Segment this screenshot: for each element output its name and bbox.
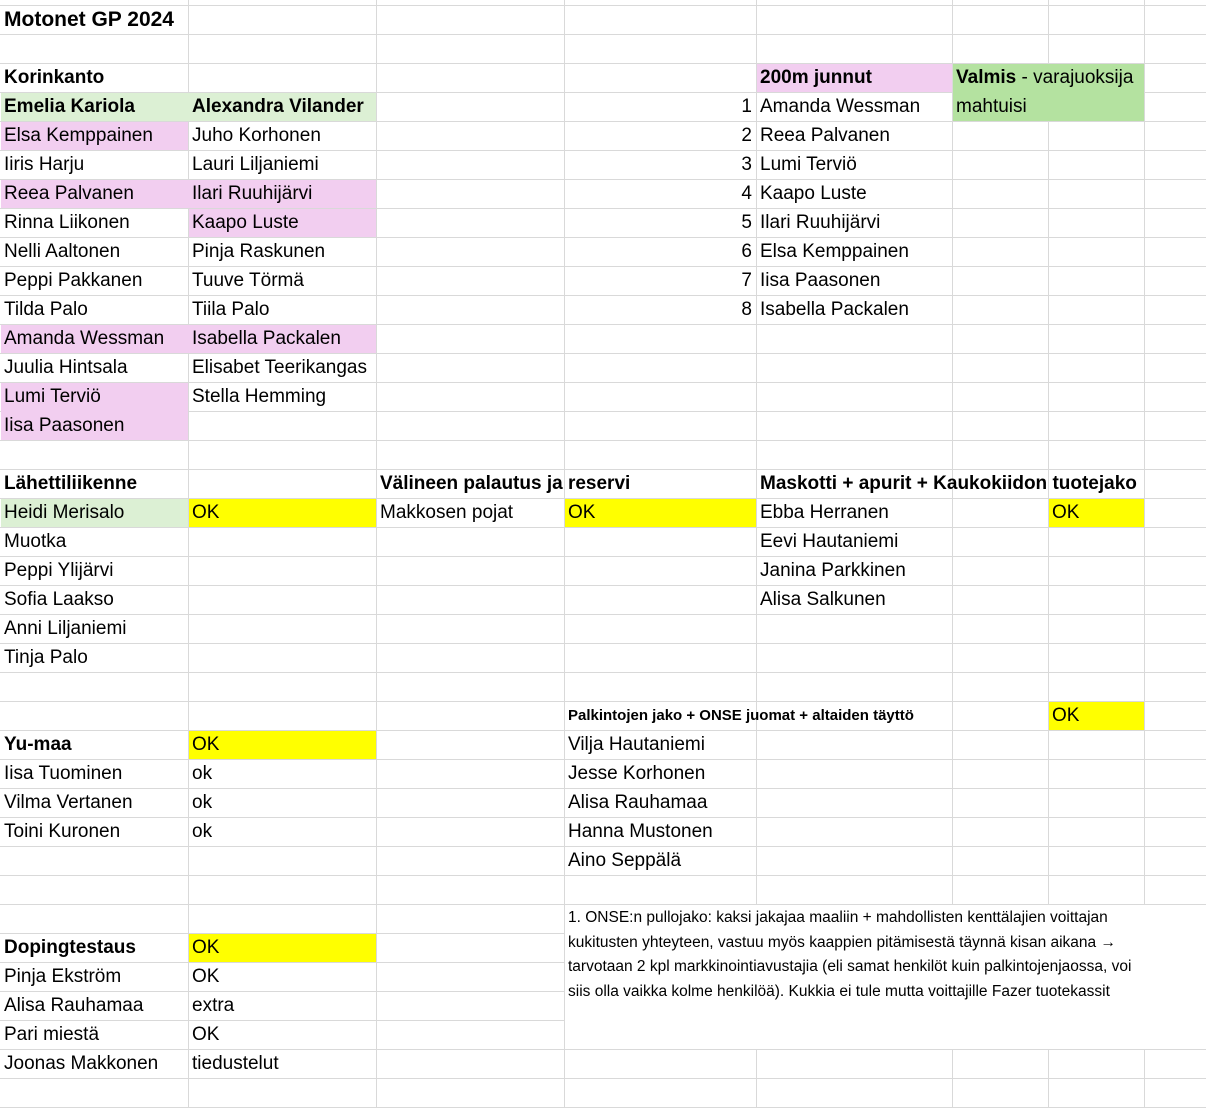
junnut-number[interactable]: 8: [741, 299, 752, 320]
maskotti-name[interactable]: Alisa Salkunen: [760, 589, 886, 610]
junnut-number[interactable]: 1: [741, 96, 752, 117]
korinkanto-col1-cell[interactable]: Elsa Kemppainen: [4, 125, 153, 146]
korinkanto-col2-cell[interactable]: Elisabet Teerikangas: [192, 357, 367, 378]
korinkanto-col2-cell[interactable]: Pinja Raskunen: [192, 241, 326, 262]
korinkanto-col2-cell[interactable]: Stella Hemming: [192, 386, 327, 407]
palkinto-status[interactable]: OK: [1052, 705, 1080, 726]
korinkanto-col2-cell[interactable]: Juho Korhonen: [192, 125, 321, 146]
junnut-name[interactable]: Amanda Wessman: [760, 96, 921, 117]
lahetti-member[interactable]: Muotka: [4, 531, 67, 552]
junnut-name[interactable]: Reea Palvanen: [760, 125, 890, 146]
korinkanto-col1-cell[interactable]: Peppi Pakkanen: [4, 270, 143, 291]
korinkanto-col2-cell[interactable]: Tiila Palo: [192, 299, 270, 320]
junnut-number[interactable]: 4: [741, 183, 752, 204]
doping-name[interactable]: Alisa Rauhamaa: [4, 995, 144, 1016]
junnut-status[interactable]: [952, 63, 1144, 92]
palkinto-name[interactable]: Hanna Mustonen: [568, 821, 713, 842]
maskotti-name[interactable]: Eevi Hautaniemi: [760, 531, 899, 552]
korinkanto-col2-head[interactable]: Alexandra Vilander: [192, 96, 364, 117]
junnut-name[interactable]: Ilari Ruuhijärvi: [760, 212, 881, 233]
maskotti-header[interactable]: Maskotti + apurit + Kaukokiidon tuotejako: [760, 473, 1137, 494]
junnut-number[interactable]: 6: [741, 241, 752, 262]
korinkanto-col1-cell[interactable]: Iisa Paasonen: [4, 415, 125, 436]
doping-name[interactable]: Joonas Makkonen: [4, 1053, 159, 1074]
junnut-name[interactable]: Isabella Packalen: [760, 299, 909, 320]
korinkanto-col1-cell[interactable]: Amanda Wessman: [4, 328, 165, 349]
lahetti-member[interactable]: Tinja Palo: [4, 647, 88, 668]
maskotti-name[interactable]: Janina Parkkinen: [760, 560, 906, 581]
yumaa-value[interactable]: ok: [192, 821, 213, 842]
junnut-status-bold: Valmis: [956, 67, 1017, 88]
junnut-header[interactable]: 200m junnut: [760, 67, 872, 88]
junnut-number[interactable]: 2: [741, 125, 752, 146]
yumaa-value[interactable]: ok: [192, 792, 213, 813]
yumaa-name[interactable]: Toini Kuronen: [4, 821, 121, 842]
row-gridline: [0, 440, 1206, 441]
korinkanto-col1-cell[interactable]: Juulia Hintsala: [4, 357, 128, 378]
korinkanto-col2-cell[interactable]: Kaapo Luste: [192, 212, 299, 233]
lahetti-member[interactable]: Peppi Ylijärvi: [4, 560, 114, 581]
lahetti-lead-status[interactable]: OK: [192, 502, 220, 523]
row-gridline: [0, 672, 1206, 673]
doping-header[interactable]: Dopingtestaus: [4, 937, 136, 958]
doping-value[interactable]: extra: [192, 995, 235, 1016]
yumaa-status[interactable]: OK: [192, 734, 220, 755]
korinkanto-header[interactable]: Korinkanto: [4, 67, 105, 88]
korinkanto-col1-cell[interactable]: Lumi Terviö: [4, 386, 101, 407]
lahetti-lead[interactable]: Heidi Merisalo: [4, 502, 125, 523]
korinkanto-col2-cell[interactable]: Ilari Ruuhijärvi: [192, 183, 313, 204]
korinkanto-col1-cell[interactable]: Reea Palvanen: [4, 183, 134, 204]
junnut-status-rest: - varajuoksija: [1016, 67, 1134, 88]
valineen-status[interactable]: OK: [568, 502, 596, 523]
junnut-status-line2[interactable]: mahtuisi: [956, 96, 1027, 117]
palkinto-name[interactable]: Vilja Hautaniemi: [568, 734, 705, 755]
korinkanto-col2-cell[interactable]: Tuuve Törmä: [192, 270, 304, 291]
korinkanto-col1-cell[interactable]: Rinna Liikonen: [4, 212, 130, 233]
palkinto-header[interactable]: Palkintojen jako + ONSE juomat + altaiden täyttö: [568, 707, 914, 724]
junnut-name[interactable]: Kaapo Luste: [760, 183, 867, 204]
onse-note[interactable]: 1. ONSE:n pullojako: kaksi jakajaa maaliin + mahdollisten kenttälajien voittajan kukitusten yhteyteen, vastuu myös kaappien pitämisestä täynnä kisan aikana → tarvotaan 2 kpl markkinointiavustajia (eli samat henkilöt kuin palkintojenjaossa, voi siis olla vaikka kolme henkilöä). Kukkia ei tule mutta voittajille Fazer tuotekassit: [568, 909, 1132, 1000]
korinkanto-col2-cell[interactable]: Isabella Packalen: [192, 328, 341, 349]
korinkanto-col1-head[interactable]: Emelia Kariola: [4, 96, 135, 117]
doping-status[interactable]: OK: [192, 937, 220, 958]
yumaa-name[interactable]: Iisa Tuominen: [4, 763, 123, 784]
junnut-name[interactable]: Elsa Kemppainen: [760, 241, 909, 262]
junnut-number[interactable]: 7: [741, 270, 752, 291]
valineen-header[interactable]: Välineen palautus ja reservi: [380, 473, 631, 494]
yumaa-name[interactable]: Vilma Vertanen: [4, 792, 133, 813]
column-gridline: [376, 0, 377, 1108]
korinkanto-col2-cell[interactable]: Lauri Liljaniemi: [192, 154, 319, 175]
maskotti-name[interactable]: Ebba Herranen: [760, 502, 889, 523]
palkinto-name[interactable]: Aino Seppälä: [568, 850, 682, 871]
maskotti-status[interactable]: OK: [1052, 502, 1080, 523]
valineen-name[interactable]: Makkosen pojat: [380, 502, 514, 523]
doping-value[interactable]: OK: [192, 1024, 220, 1045]
yumaa-value[interactable]: ok: [192, 763, 213, 784]
doping-name[interactable]: Pari miestä: [4, 1024, 100, 1045]
junnut-number[interactable]: 3: [741, 154, 752, 175]
doping-value[interactable]: OK: [192, 966, 220, 987]
row-gridline: [0, 1078, 1206, 1079]
korinkanto-col1-cell[interactable]: Nelli Aaltonen: [4, 241, 121, 262]
junnut-number[interactable]: 5: [741, 212, 752, 233]
sheet-title[interactable]: Motonet GP 2024: [4, 8, 174, 31]
korinkanto-col1-cell[interactable]: Iiris Harju: [4, 154, 85, 175]
lahetti-header[interactable]: Lähettiliikenne: [4, 473, 138, 494]
junnut-name[interactable]: Lumi Terviö: [760, 154, 857, 175]
palkinto-name[interactable]: Jesse Korhonen: [568, 763, 706, 784]
lahetti-member[interactable]: Sofia Laakso: [4, 589, 114, 610]
junnut-name[interactable]: Iisa Paasonen: [760, 270, 881, 291]
row-gridline: [0, 34, 1206, 35]
doping-name[interactable]: Pinja Ekström: [4, 966, 122, 987]
yumaa-header[interactable]: Yu-maa: [4, 734, 72, 755]
lahetti-member[interactable]: Anni Liljaniemi: [4, 618, 127, 639]
korinkanto-col1-cell[interactable]: Tilda Palo: [4, 299, 88, 320]
palkinto-name[interactable]: Alisa Rauhamaa: [568, 792, 708, 813]
doping-value[interactable]: tiedustelut: [192, 1053, 279, 1074]
row-gridline: [0, 875, 1206, 876]
